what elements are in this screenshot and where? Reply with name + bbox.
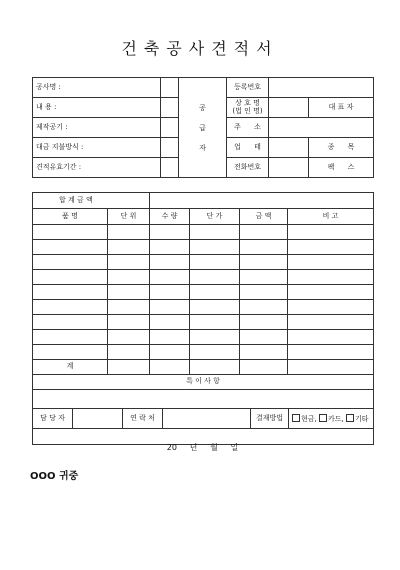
item-cell[interactable] (33, 270, 108, 285)
sum-row (33, 360, 374, 375)
item-cell[interactable] (150, 255, 190, 270)
address-label: 주 소 (227, 118, 269, 138)
business-label: 업 태 (227, 138, 269, 158)
company-name-label: 상 호 명 (법 인 명) (227, 98, 269, 118)
item-cell[interactable] (288, 270, 374, 285)
sum-label: 계 (33, 360, 108, 375)
item-cell[interactable] (288, 300, 374, 315)
total-amount-label: 합 계 금 액 (33, 193, 150, 209)
item-cell[interactable] (240, 315, 288, 330)
item-cell[interactable] (108, 240, 150, 255)
date-line: 20 년 월 일 (166, 443, 239, 452)
item-cell[interactable] (108, 225, 150, 240)
item-cell[interactable] (240, 330, 288, 345)
work-name-value[interactable] (161, 78, 179, 98)
notes-label: 특 이 사 항 (33, 375, 374, 390)
item-cell[interactable] (33, 315, 108, 330)
item-cell[interactable] (33, 225, 108, 240)
item-cell[interactable] (33, 255, 108, 270)
item-cell[interactable] (288, 285, 374, 300)
cash-checkbox[interactable] (292, 414, 300, 422)
item-cell[interactable] (150, 345, 190, 360)
col-header: 단 위 (108, 209, 150, 225)
item-label: 종 목 (309, 138, 374, 158)
item-row (33, 345, 374, 360)
item-cell[interactable] (190, 270, 240, 285)
item-cell[interactable] (288, 345, 374, 360)
reg-no-label: 등록번호 (227, 78, 269, 98)
item-row (33, 315, 374, 330)
item-cell[interactable] (108, 255, 150, 270)
company-name-value[interactable] (269, 98, 309, 118)
period-label: 제작공기 : (33, 118, 161, 138)
item-cell[interactable] (240, 240, 288, 255)
payment-value[interactable] (161, 138, 179, 158)
recipient: OOO 귀중 (30, 471, 79, 482)
col-header: 단 가 (190, 209, 240, 225)
col-header: 수 량 (150, 209, 190, 225)
item-cell[interactable] (240, 255, 288, 270)
item-cell[interactable] (240, 225, 288, 240)
address-value[interactable] (269, 118, 374, 138)
sum-cell[interactable] (150, 360, 190, 375)
item-row (33, 270, 374, 285)
item-cell[interactable] (108, 330, 150, 345)
item-cell[interactable] (190, 240, 240, 255)
sum-cell[interactable] (190, 360, 240, 375)
item-cell[interactable] (150, 270, 190, 285)
item-cell[interactable] (190, 315, 240, 330)
item-cell[interactable] (288, 240, 374, 255)
item-cell[interactable] (150, 225, 190, 240)
item-cell[interactable] (190, 285, 240, 300)
validity-label: 견적유효기간 : (33, 158, 161, 178)
total-amount-value[interactable] (150, 193, 374, 209)
item-cell[interactable] (240, 345, 288, 360)
col-header: 금 액 (240, 209, 288, 225)
phone-value[interactable] (269, 158, 309, 178)
item-cell[interactable] (33, 330, 108, 345)
item-cell[interactable] (240, 270, 288, 285)
item-row (33, 240, 374, 255)
contact-label: 연 락 처 (123, 409, 163, 429)
sum-cell[interactable] (108, 360, 150, 375)
period-value[interactable] (161, 118, 179, 138)
item-cell[interactable] (288, 330, 374, 345)
item-row (33, 225, 374, 240)
item-rows (33, 225, 374, 360)
work-name-label: 공사명 : (33, 78, 161, 98)
item-cell[interactable] (190, 300, 240, 315)
col-header: 품 명 (33, 209, 108, 225)
manager-value[interactable] (73, 409, 123, 429)
supplier-label: 공 급 자 (179, 78, 227, 178)
item-cell[interactable] (288, 315, 374, 330)
sum-cell[interactable] (240, 360, 288, 375)
pay-method-options (289, 409, 374, 429)
item-cell[interactable] (150, 300, 190, 315)
item-row (33, 300, 374, 315)
other-checkbox[interactable] (346, 414, 354, 422)
item-cell[interactable] (33, 285, 108, 300)
sum-cell[interactable] (288, 360, 374, 375)
item-cell[interactable] (190, 225, 240, 240)
fax-label: 팩 스 (309, 158, 374, 178)
item-row (33, 285, 374, 300)
item-cell[interactable] (288, 225, 374, 240)
col-header: 비 고 (288, 209, 374, 225)
item-cell[interactable] (150, 285, 190, 300)
item-cell[interactable] (108, 345, 150, 360)
item-cell[interactable] (150, 330, 190, 345)
business-value[interactable] (269, 138, 309, 158)
contact-value[interactable] (163, 409, 251, 429)
content-value[interactable] (161, 98, 179, 118)
item-cell[interactable] (150, 240, 190, 255)
footer-table (32, 408, 374, 429)
item-cell[interactable] (190, 255, 240, 270)
item-cell[interactable] (108, 300, 150, 315)
cash-option-label: 현금, (301, 414, 317, 423)
ceo-label: 대 표 자 (309, 98, 374, 118)
item-cell[interactable] (190, 330, 240, 345)
validity-value[interactable] (161, 158, 179, 178)
item-row (33, 330, 374, 345)
reg-no-value[interactable] (269, 78, 374, 98)
document-title: 건축공사견적서 (121, 39, 279, 58)
notes-header-row (33, 375, 374, 390)
items-header-row (33, 209, 374, 225)
item-cell[interactable] (240, 300, 288, 315)
item-cell[interactable] (240, 285, 288, 300)
item-cell[interactable] (33, 240, 108, 255)
phone-label: 전화번호 (227, 158, 269, 178)
content-label: 내 용 : (33, 98, 161, 118)
other-option-label: 기타 (354, 414, 369, 423)
total-amount-row (33, 193, 374, 209)
card-checkbox[interactable] (319, 414, 327, 422)
item-cell[interactable] (150, 315, 190, 330)
manager-label: 담 당 자 (33, 409, 73, 429)
item-row (33, 255, 374, 270)
payment-label: 대금 지불방식 : (33, 138, 161, 158)
project-info-table (32, 77, 374, 178)
item-cell[interactable] (288, 255, 374, 270)
card-option-label: 카드, (327, 414, 344, 423)
item-cell[interactable] (108, 285, 150, 300)
item-cell[interactable] (33, 345, 108, 360)
pay-method-label: 결재방법 (251, 409, 289, 429)
item-cell[interactable] (108, 315, 150, 330)
item-cell[interactable] (190, 345, 240, 360)
item-cell[interactable] (108, 270, 150, 285)
item-cell[interactable] (33, 300, 108, 315)
